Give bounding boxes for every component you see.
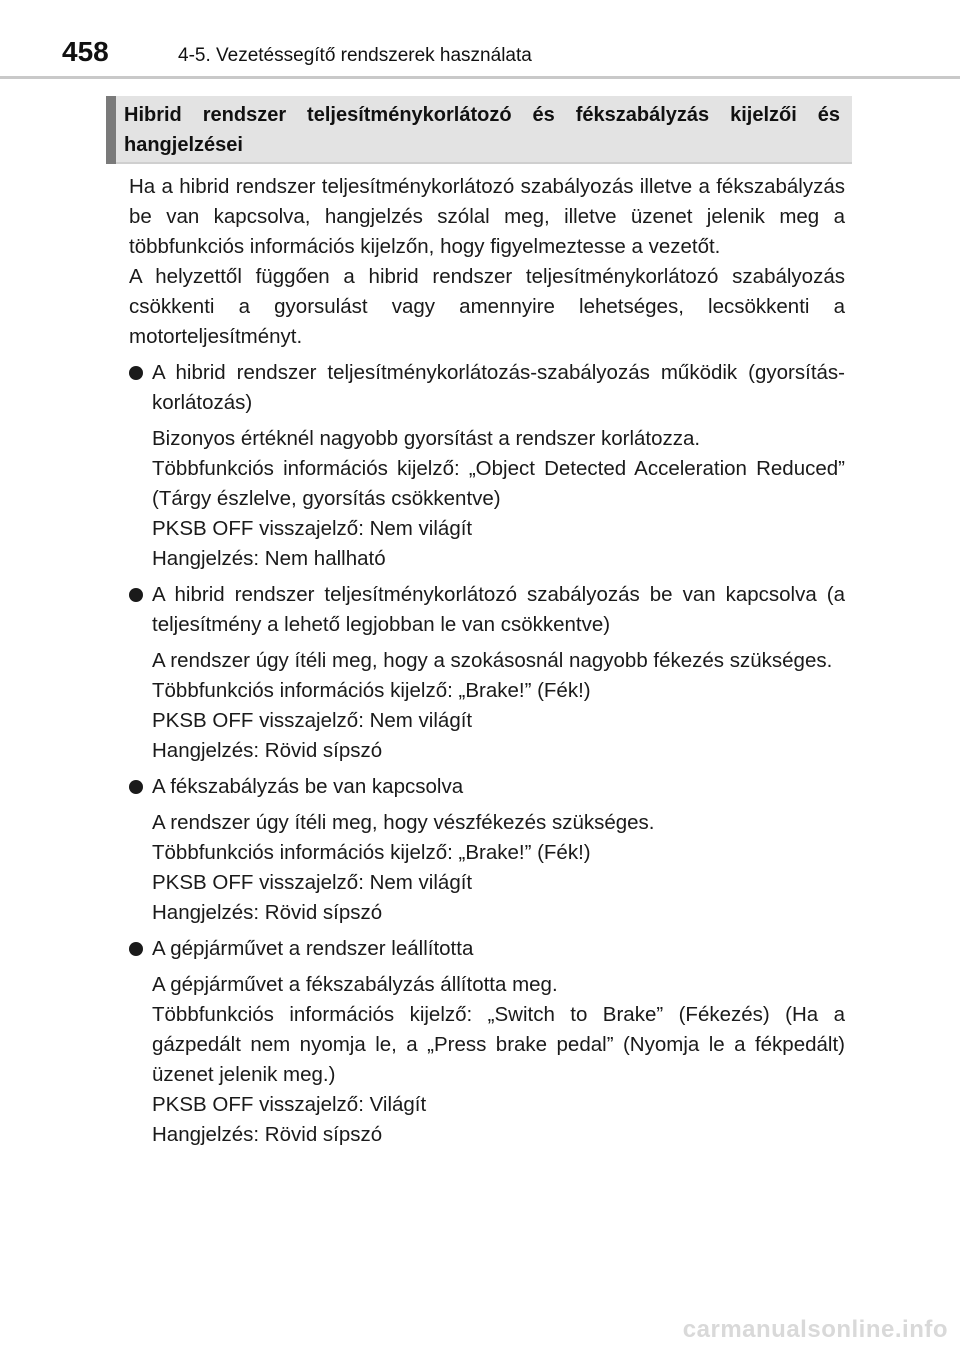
bullet-item-3 bbox=[129, 772, 845, 802]
detail-line: Hangjelzés: Rövid sípszó bbox=[152, 901, 383, 924]
detail-line: Hangjelzés: Rövid sípszó bbox=[152, 739, 383, 762]
page-number: 458 bbox=[62, 36, 109, 67]
detail-line: A rendszer úgy ítéli meg, hogy vészfékezés szükséges. bbox=[152, 811, 655, 834]
bullet-title: A gépjárművet a rendszer leállította bbox=[152, 937, 474, 960]
detail-line: A rendszer úgy ítéli meg, hogy a szokásosnál nagyobb fékezés szükséges. bbox=[152, 649, 833, 672]
detail-line: Hangjelzés: Nem hallható bbox=[152, 547, 386, 570]
header-rule bbox=[0, 76, 960, 79]
detail-line: Többfunkciós információs kijelző: „Brake!” (Fék!) bbox=[152, 679, 591, 702]
bullet-icon bbox=[129, 366, 143, 380]
bullet-title: A hibrid rendszer teljesítménykorlátozó szabályozás be van kapcsolva (a teljesítmény a lehető legjobban le van csökkentve) bbox=[152, 583, 845, 636]
bullet-details-2 bbox=[129, 646, 845, 766]
detail-line: PKSB OFF visszajelző: Nem világít bbox=[152, 871, 473, 894]
bullet-details-1 bbox=[129, 424, 845, 574]
detail-line: Bizonyos értéknél nagyobb gyorsítást a rendszer korlátozza. bbox=[152, 427, 701, 450]
main-content bbox=[129, 172, 845, 1150]
bullet-item-1 bbox=[129, 358, 845, 418]
detail-line: PKSB OFF visszajelző: Világít bbox=[152, 1093, 427, 1116]
bullet-title: A fékszabályzás be van kapcsolva bbox=[152, 775, 464, 798]
intro-paragraph-2: A helyzettől függően a hibrid rendszer teljesítménykorlátozó szabályozás csökkenti a gyorsulást vagy amennyire lehetséges, lecsökkenti a motorteljesítményt. bbox=[129, 265, 845, 348]
watermark: carmanualsonline.info bbox=[682, 1316, 948, 1343]
detail-line: Hangjelzés: Rövid sípszó bbox=[152, 1123, 383, 1146]
bullet-icon bbox=[129, 588, 143, 602]
detail-line: Többfunkciós információs kijelző: „Object Detected Acceleration Reduced” (Tárgy észlelve, gyorsítás csökkentve) bbox=[152, 457, 845, 510]
bullet-item-2 bbox=[129, 580, 845, 640]
bullet-details-4 bbox=[129, 970, 845, 1150]
detail-line: PKSB OFF visszajelző: Nem világít bbox=[152, 517, 473, 540]
bullet-item-4 bbox=[129, 934, 845, 964]
heading-accent-bar bbox=[106, 96, 116, 164]
bullet-details-3 bbox=[129, 808, 845, 928]
detail-line: Többfunkciós információs kijelző: „Brake!” (Fék!) bbox=[152, 841, 591, 864]
detail-line: Többfunkciós információs kijelző: „Switch to Brake” (Fékezés) (Ha a gázpedált nem nyomja le, a „Press brake pedal” (Nyomja le a fékpedált) üzenet jelenik meg.) bbox=[152, 1003, 845, 1086]
bullet-title: A hibrid rendszer teljesítménykorlátozás-szabályozás működik (gyorsítás-korlátozás) bbox=[152, 361, 845, 414]
bullet-icon bbox=[129, 942, 143, 956]
bullet-icon bbox=[129, 780, 143, 794]
detail-line: A gépjárművet a fékszabályzás állította meg. bbox=[152, 973, 558, 996]
intro-paragraph-1: Ha a hibrid rendszer teljesítménykorlátozó szabályozás illetve a fékszabályzás be van kapcsolva, hangjelzés szólal meg, illetve üzenet jelenik meg a többfunkciós információs kijelzőn, hogy figyelmeztesse a vezetőt. bbox=[129, 175, 845, 258]
page-header bbox=[0, 0, 960, 80]
section-title: 4-5. Vezetéssegítő rendszerek használata bbox=[178, 45, 532, 66]
section-heading: Hibrid rendszer teljesítménykorlátozó és fékszabályzás kijelzői és hangjelzései bbox=[124, 104, 840, 156]
detail-line: PKSB OFF visszajelző: Nem világít bbox=[152, 709, 473, 732]
